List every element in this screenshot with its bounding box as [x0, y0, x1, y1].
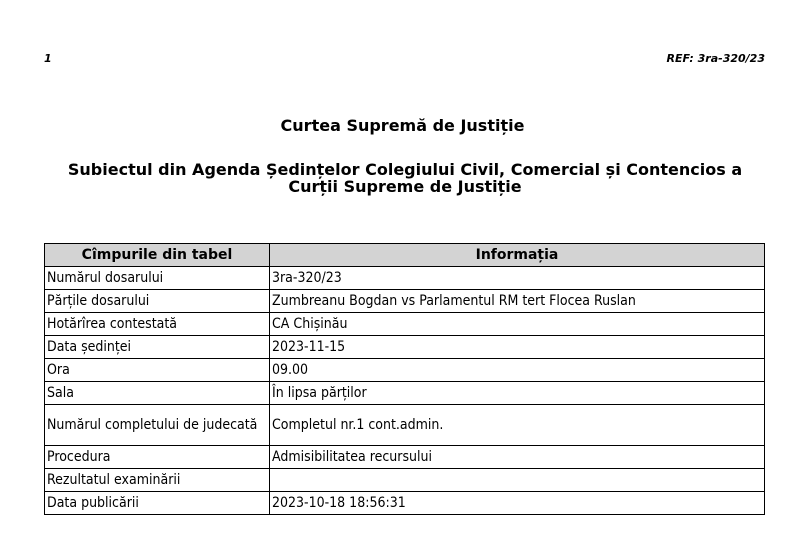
court-title: Curtea Supremă de Justiție [280, 116, 525, 135]
field-value: 2023-10-18 18:56:31 [270, 492, 765, 515]
field-label: Data ședinței [45, 336, 270, 359]
field-label: Sala [45, 382, 270, 405]
field-value: Completul nr.1 cont.admin. [270, 405, 765, 446]
field-value: În lipsa părților [270, 382, 765, 405]
field-value: 09.00 [270, 359, 765, 382]
field-value: CA Chișinău [270, 313, 765, 336]
field-label: Hotărîrea contestată [45, 313, 270, 336]
table-row [45, 492, 765, 515]
column-header-fields: Cîmpurile din tabel [45, 244, 270, 267]
field-value: Admisibilitatea recursului [270, 446, 765, 469]
page-number: 1 [44, 52, 52, 65]
field-label: Procedura [45, 446, 270, 469]
table-row [45, 336, 765, 359]
field-label: Părțile dosarului [45, 290, 270, 313]
field-label: Rezultatul examinării [45, 469, 270, 492]
field-label: Data publicării [45, 492, 270, 515]
field-value: 2023-11-15 [270, 336, 765, 359]
table-row [45, 290, 765, 313]
column-header-information: Informația [270, 244, 765, 267]
table-row [45, 359, 765, 382]
reference-number: REF: 3ra-320/23 [666, 52, 765, 65]
field-value: Zumbreanu Bogdan vs Parlamentul RM tert Flocea Ruslan [270, 290, 765, 313]
field-label: Numărul dosarului [45, 267, 270, 290]
field-label: Ora [45, 359, 270, 382]
subject-title: Subiectul din Agenda Ședințelor Colegiului Civil, Comercial și Contencios a Curții Supreme de Justiție [67, 160, 743, 196]
info-table [44, 243, 765, 515]
table-row [45, 469, 765, 492]
table-row [45, 446, 765, 469]
table-row [45, 267, 765, 290]
table-header-row [45, 244, 765, 267]
field-value [270, 469, 765, 492]
field-label: Numărul completului de judecată [45, 405, 270, 446]
table-row [45, 382, 765, 405]
table-row [45, 313, 765, 336]
table-row [45, 405, 765, 446]
field-value: 3ra-320/23 [270, 267, 765, 290]
